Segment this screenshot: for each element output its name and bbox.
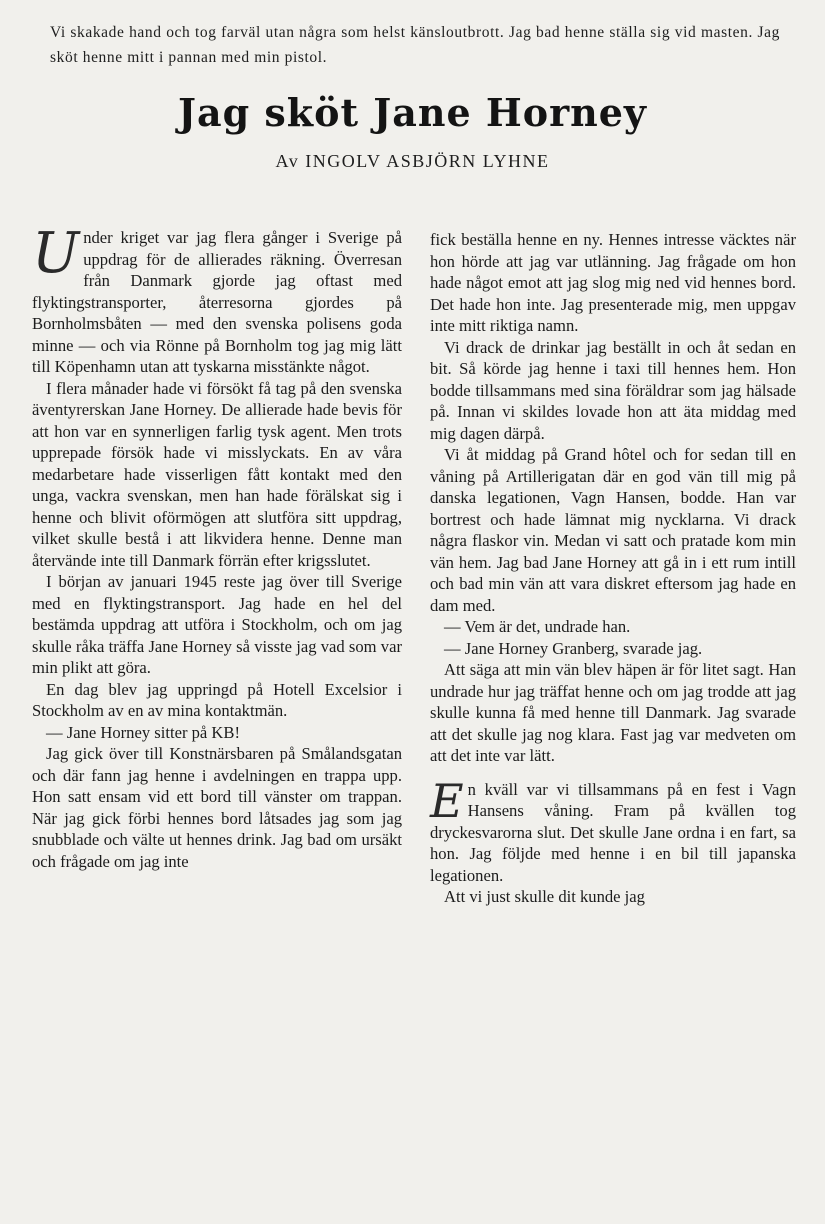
paragraph: — Jane Horney sitter på KB! (46, 722, 241, 742)
paragraph: Att säga att min vän blev häpen är för litet sagt. Han undrade hur jag träffat henne och om jag trodde att jag skulle kunna få med henne till Danmark. Jag svarade att det skulle jag nog klara. Fast jag var medveten om att det inte var lätt. (430, 660, 796, 765)
paragraph-text: nder kriget var jag flera gånger i Sverige på uppdrag för de allierades räkning. Överresan från Danmark gjorde jag oftast med flyktingstransporter, återresorna gjordes på Bornholmsbåten — med den svenska polisens goda minne — och via Rönne på Bornholm tog jag mig lätt till Köpenhamn utan att tyskarna misstänkte något. (32, 228, 402, 376)
paragraph: I början av januari 1945 reste jag över till Sverige med en flyktingstransport. Jag hade en hel del bestämda uppdrag att utföra i Stockholm, och om jag skulle råka träffa Jane Horney så visste jag vad som var min plikt att göra. (32, 572, 402, 677)
paragraph: fick beställa henne en ny. Hennes intresse väcktes när hon hörde att jag var utlänning. Jag frågade om hon hade något emot att jag slog mig ned vid hennes bord. Det hade hon inte. Jag presenterade mig, men uppgav inte mitt riktiga namn. (430, 230, 796, 335)
left-column (32, 200, 402, 872)
paragraph: En dag blev jag uppringd på Hotell Excelsior i Stockholm av en av mina kontaktmän. (32, 679, 402, 720)
drop-cap: E (430, 773, 464, 828)
paragraph (430, 773, 796, 887)
paragraph (32, 200, 402, 378)
paragraph: I flera månader hade vi försökt få tag på den svenska äventyrerskan Jane Horney. De allierade hade bevis för att hon var en synnerligen farlig tysk agent. Men trots upprepade försök hade vi misslyckats. En av våra medarbetare hade visserligen fått kontakt med den unga, vackra svenskan, men han hade förälskat sig i henne och blivit oförmögen att slutföra sitt uppdrag, vilket skulle bestå i att likvidera henne. Denne man återvände inte till Danmark förrän efter krigsslutet. (32, 378, 402, 570)
paragraph: Vi drack de drinkar jag beställt in och åt sedan en bit. Så körde jag henne i taxi till hennes hem. Hon bodde tillsammans med sina föräldrar som jag hälsade på. Innan vi skildes lovade hon att äta middag med mig dagen därpå. (430, 337, 796, 443)
byline: Av INGOLV ASBJÖRN LYHNE (275, 151, 550, 171)
drop-cap: U (32, 221, 80, 286)
paragraph: Vi åt middag på Grand hôtel och for sedan till en våning på Artillerigatan där en god vän till mig på danska legationen, Vagn Hansen, bodde. Han var bortrest och hade lämnat mig nycklarna. Vi drack några flaskor vin. Medan vi satt och pratade kom min vän hem. Jag bad Jane Horney att gå in i ett rum intill och bad min vän att vara diskret eftersom jag hade en dam med. (430, 445, 796, 615)
paragraph: — Jane Horney Granberg, svarade jag. (444, 638, 703, 658)
right-column (430, 229, 796, 908)
lede-text: Vi skakade hand och tog farväl utan några som helst känsloutbrott. Jag bad henne ställa sig vid masten. Jag sköt henne mitt i pannan med min pistol. (50, 24, 780, 66)
paragraph: Jag gick över till Konstnärsbaren på Smålandsgatan och där fann jag henne i avdelningen en trappa upp. Hon satt ensam vid ett bord till vänster om trappan. När jag gick förbi hennes bord låtsades jag som jag snubblade och välte ut hennes drink. Jag bad om ursäkt och frågade om jag inte (32, 744, 402, 871)
paragraph: Att vi just skulle dit kunde jag (444, 887, 645, 906)
paragraph-text: n kväll var vi tillsammans på en fest i Vagn Hansens våning. Fram på kvällen tog dryckesvarorna slut. Det skulle Jane ordna i en fart, sa hon. Jag följde med henne i en bil till japanska legationen. (430, 779, 796, 885)
headline: Jag sköt Jane Horney (177, 90, 648, 135)
paragraph: — Vem är det, undrade han. (444, 617, 631, 636)
